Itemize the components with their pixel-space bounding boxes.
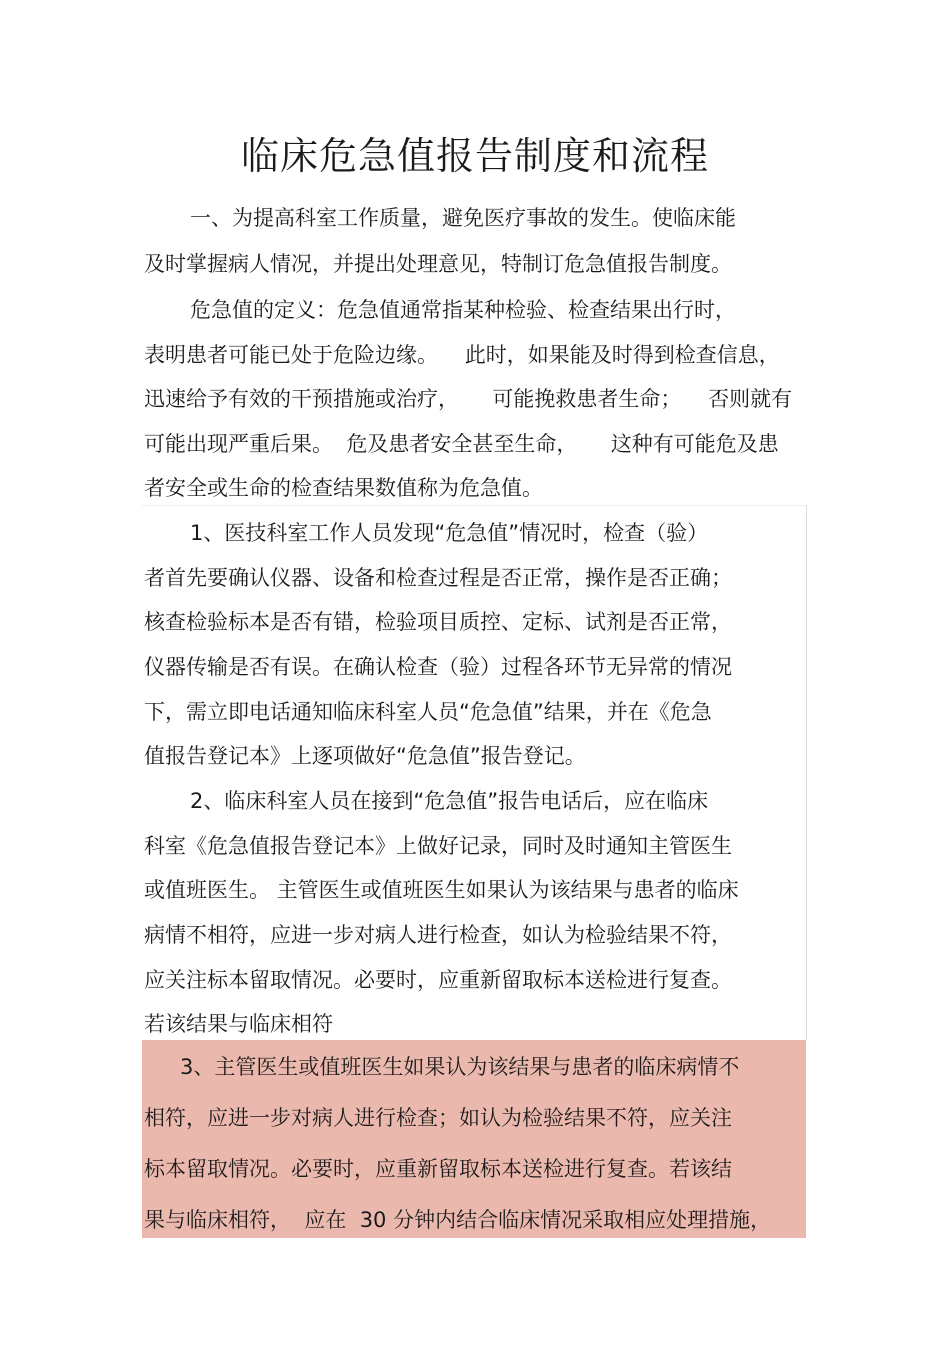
definition-line-3: 迅速给予有效的干预措施或治疗， 可能挽救患者生命； 否则就有 <box>144 387 793 411</box>
item1-line-3: 核查检验标本是否有错，检验项目质控、定标、试剂是否正常， <box>144 610 732 634</box>
definition-line-2: 表明患者可能已处于危险边缘。 此时，如果能及时得到检查信息， <box>144 343 780 367</box>
item2-line-4: 病情不相符，应进一步对病人进行检查，如认为检验结果不符， <box>144 923 732 947</box>
item3-line-2: 相符，应进一步对病人进行检查；如认为检验结果不符，应关注 <box>144 1106 732 1130</box>
item2-line-6: 若该结果与临床相符 <box>144 1012 333 1036</box>
item2-line-2: 科室《危急值报告登记本》上做好记录，同时及时通知主管医生 <box>144 834 732 858</box>
item1-line-1: 1、医技科室工作人员发现“危急值”情况时，检查（验） <box>190 521 709 545</box>
item1-line-2: 者首先要确认仪器、设备和检查过程是否正常，操作是否正确； <box>144 566 732 590</box>
definition-line-1: 危急值的定义：危急值通常指某种检验、检查结果出行时， <box>190 298 736 322</box>
item1-line-5: 下，需立即电话通知临床科室人员“危急值”结果，并在《危急 <box>144 700 712 724</box>
document-title: 临床危急值报告制度和流程 <box>240 134 709 178</box>
item2-line-1: 2、临床科室人员在接到“危急值”报告电话后，应在临床 <box>190 789 709 813</box>
definition-line-5: 者安全或生命的检查结果数值称为危急值。 <box>144 476 543 500</box>
item2-line-5: 应关注标本留取情况。必要时，应重新留取标本送检进行复查。 <box>144 968 732 992</box>
item2-line-3: 或值班医生。 主管医生或值班医生如果认为该结果与患者的临床 <box>144 878 739 902</box>
intro-line-1: 一、为提高科室工作质量，避免医疗事故的发生。使临床能 <box>190 206 736 230</box>
item1-line-6: 值报告登记本》上逐项做好“危急值”报告登记。 <box>144 744 586 768</box>
item1-line-4: 仪器传输是否有误。在确认检查（验）过程各环节无异常的情况 <box>144 655 732 679</box>
intro-line-2: 及时掌握病人情况，并提出处理意见，特制订危急值报告制度。 <box>144 252 732 276</box>
definition-line-4: 可能出现严重后果。 危及患者安全甚至生命， 这种有可能危及患 <box>144 432 779 456</box>
item3-line-1: 3、主管医生或值班医生如果认为该结果与患者的临床病情不 <box>180 1055 740 1079</box>
item3-line-3: 标本留取情况。必要时，应重新留取标本送检进行复查。若该结 <box>144 1157 732 1181</box>
item3-line-4: 果与临床相符， 应在 30 分钟内结合临床情况采取相应处理措施， <box>144 1208 772 1232</box>
